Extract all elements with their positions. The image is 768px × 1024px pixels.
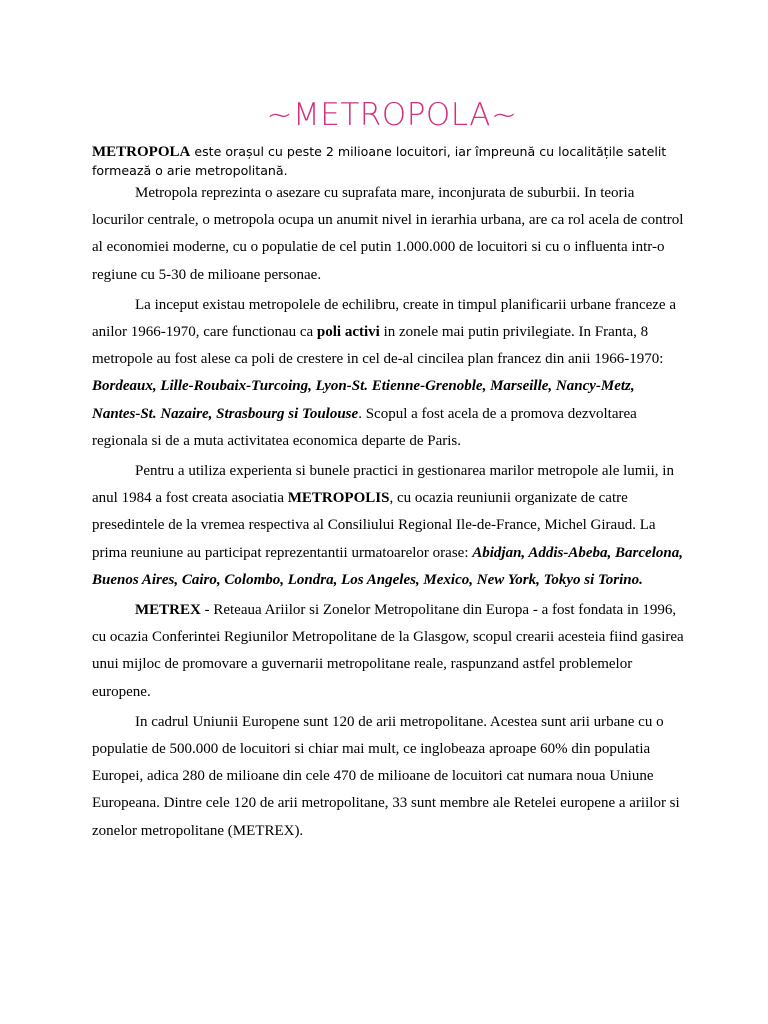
intro-paragraph bbox=[92, 143, 684, 180]
metropolis-term: METROPOLIS bbox=[287, 490, 390, 507]
paragraph-1-text: Metropola reprezinta o asezare cu suprafata mare, inconjurata de suburbii. In teoria locurilor centrale, o metropola ocupa un anumit nivel in ierarhia urbana, are ca rol acela de control al economiei moderne, cu o populatie de cel putin 1.000.000 de locuitori si cu o influenta intr-o regiune cu 5-30 de milioane personae. bbox=[92, 185, 684, 283]
paragraph-1 bbox=[92, 180, 684, 289]
paragraph-2-text-c: in zonele mai putin privilegiate. In Franta, 8 metropole au fost alese ca poli de crestere in cel de-al cincilea plan francez din anii 1966-1970: bbox=[92, 324, 664, 368]
paragraph-3-text-a: Pentru a utiliza experienta si bunele practici in gestionarea marilor metropole ale lumii, in anul 1984 a fost creata asociatia bbox=[92, 463, 674, 507]
paragraph-5-text: In cadrul Uniunii Europene sunt 120 de arii metropolitane. Acestea sunt arii urbane cu o populatie de 500.000 de locuitori si chiar mai mult, ce inglobeaza aproape 60% din populatia Europei, adica 280 de milioane din cele 470 de milioane de locuitori cat numara noua Uniune Europeana. Dintre cele 120 de arii metropolitane, 33 sunt membre ale Retelei europene a ariilor si zonelor metropolitane (METREX). bbox=[92, 713, 680, 839]
poli-activi-term: poli activi bbox=[316, 324, 380, 341]
paragraph-3 bbox=[92, 458, 684, 594]
paragraph-2-text-a: La inceput existau metropolele de echilibru, create in timpul planificarii urbane franceze a anilor 1966-1970, care functionau ca bbox=[92, 296, 676, 341]
paragraph-3-text-c: , cu ocazia reuniunii organizate de catre presedintele de la vremea respectiva al Consiliului Regional Ile-de-France, Michel Giraud. La prima reuniune au participat reprezentantii urmatoarelor orase: bbox=[92, 490, 656, 561]
intro-term: METROPOLA bbox=[92, 144, 191, 160]
paragraph-4 bbox=[92, 597, 684, 706]
paragraph-4-text-b: - Reteaua Ariilor si Zonelor Metropolitane din Europa - a fost fondata in 1996, cu ocazia Conferintei Regiunilor Metropolitane de la Glasgow, scopul crearii acesteia fiind gasirea unui mijloc de promovare a guvernarii metropolitane reale, raspunzand astfel problemelor europene. bbox=[92, 602, 684, 700]
metrex-term: METREX bbox=[135, 602, 201, 619]
paragraph-2 bbox=[92, 292, 684, 455]
paragraph-2-text-e: . Scopul a fost acela de a promova dezvoltarea regionala si de a muta activitatea economica departe de Paris. bbox=[92, 405, 637, 449]
world-cities-list: Abidjan, Addis-Abeba, Barcelona, Buenos Aires, Cairo, Colombo, Londra, Los Angeles, Mexico, New York, Tokyo si Torino. bbox=[92, 544, 683, 588]
page-title: ~METROPOLA~ bbox=[266, 97, 518, 133]
french-metropoles-list: Bordeaux, Lille-Roubaix-Turcoing, Lyon-St. Etienne-Grenoble, Marseille, Nancy-Metz, Nantes-St. Nazaire, Strasbourg si Toulouse bbox=[92, 378, 635, 422]
paragraph-5 bbox=[92, 709, 684, 845]
document-body bbox=[92, 143, 684, 848]
intro-text: este orașul cu peste 2 milioane locuitori, iar împreună cu localitățile satelit formează o arie metropolitană. bbox=[92, 144, 667, 178]
